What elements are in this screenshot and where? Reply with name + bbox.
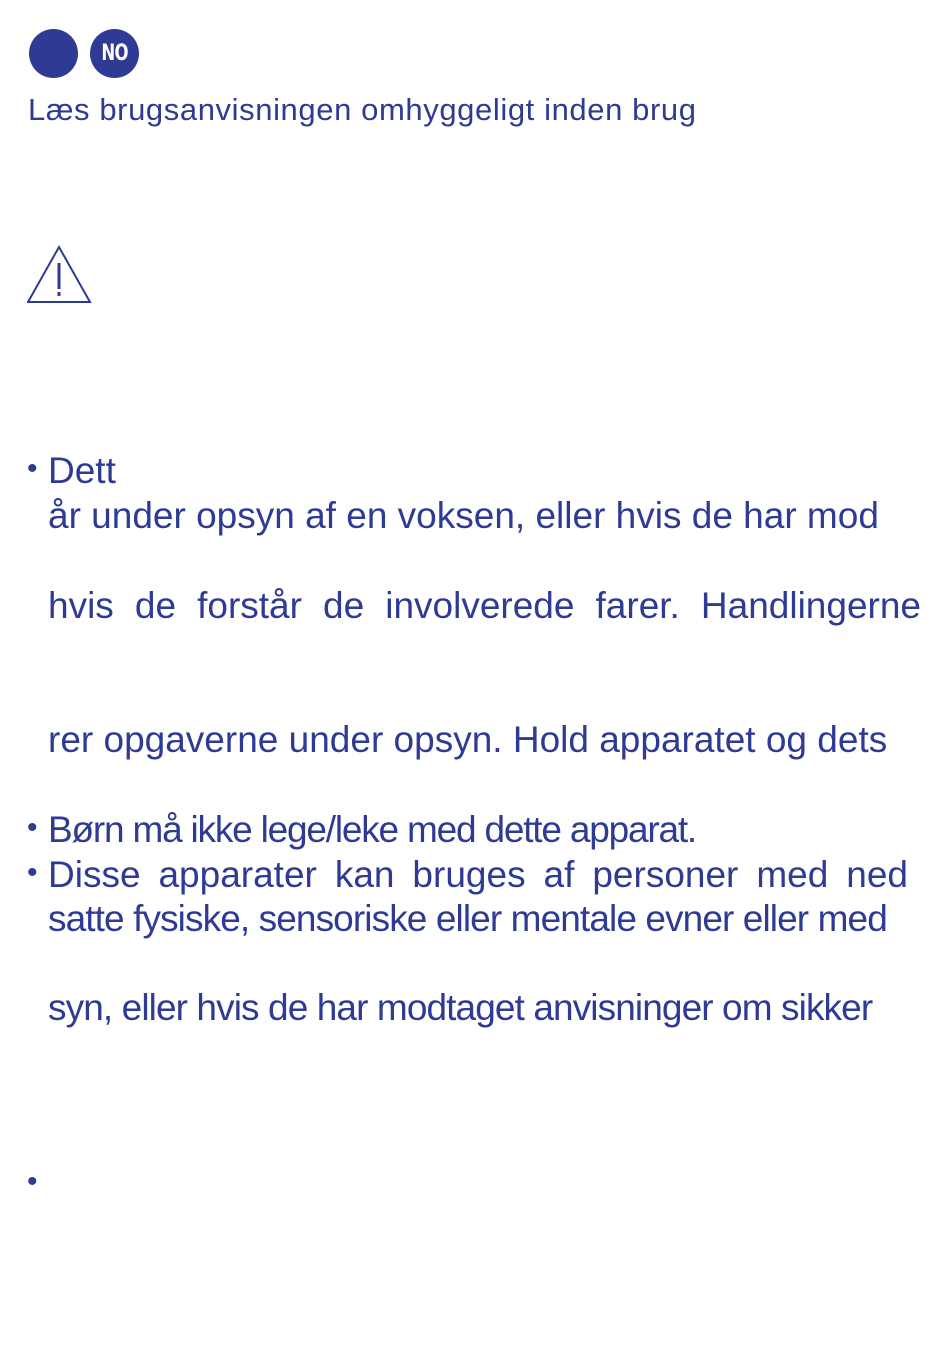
section1-line2: år under opsyn af en voksen, eller hvis de har mod [48,495,879,536]
section1-line3: hvis de forstår de involverede farer. Handlingerne [48,585,921,626]
section3-line1: Disse apparater kan bruges af personer med ned [48,854,908,895]
section1-line4: rer opgaverne under opsyn. Hold apparatet og dets [48,719,888,760]
bullet-3: • [27,856,38,889]
language-badge-blank [29,29,78,78]
language-badge-no-label: NO [101,41,128,66]
page-subtitle: Læs brugsanvisningen omhyggeligt inden brug [28,92,697,127]
bullet-1: • [27,452,38,485]
section3-line2: satte fysiske, sensoriske eller mentale evner eller med [48,898,887,939]
section2-line1: Børn må ikke lege/leke med dette apparat. [48,809,697,850]
bullet-4: • [27,1165,38,1198]
section3-line3: syn, eller hvis de har modtaget anvisninger om sikker [48,987,873,1028]
language-badge-no [90,29,139,78]
section1-line1: Dett [48,450,116,491]
bullet-2: • [27,811,38,844]
warning-triangle-icon [27,245,93,305]
